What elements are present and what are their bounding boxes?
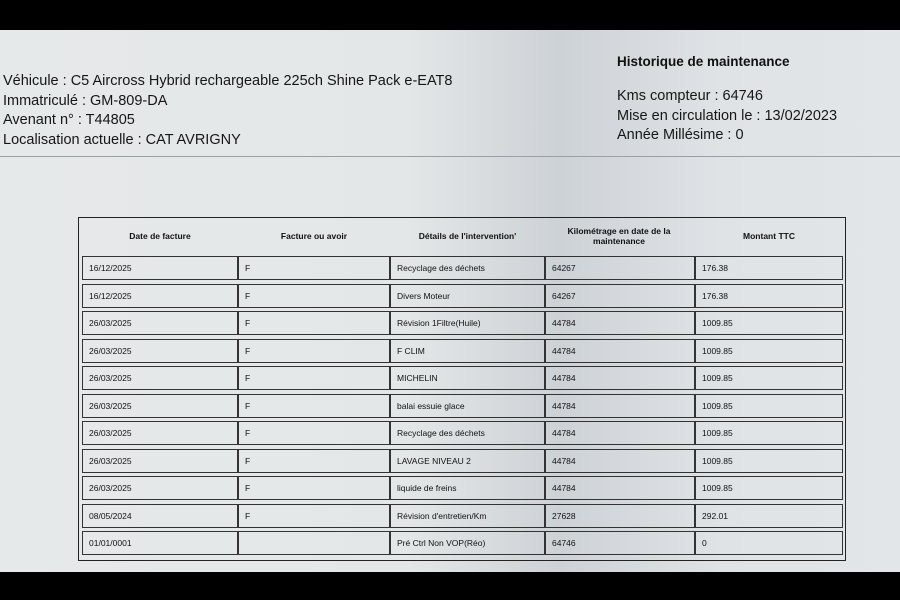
cell-details: MICHELIN xyxy=(390,366,545,390)
header-type: Facture ou avoir xyxy=(280,231,348,241)
cell-date: 26/03/2025 xyxy=(82,476,238,500)
cell-type: F xyxy=(238,256,390,280)
cell-amount: 1009.85 xyxy=(695,421,843,445)
cell-amount: 1009.85 xyxy=(695,366,843,390)
table-row xyxy=(82,284,843,308)
cell-amount: 292.01 xyxy=(695,504,843,528)
cell-date: 26/03/2025 xyxy=(82,366,238,390)
maintenance-table xyxy=(78,217,846,561)
table-row xyxy=(82,339,843,363)
cell-mileage: 44784 xyxy=(545,366,695,390)
cell-mileage: 44784 xyxy=(545,421,695,445)
cell-date: 16/12/2025 xyxy=(82,284,238,308)
table-header xyxy=(79,218,845,254)
cell-details: Révision d'entretien/Km xyxy=(390,504,545,528)
cell-details: Recyclage des déchets xyxy=(390,256,545,280)
cell-type: F xyxy=(238,504,390,528)
cell-details: F CLIM xyxy=(390,339,545,363)
cell-type: F xyxy=(238,421,390,445)
vehicle-amendment: Avenant n° : T44805 xyxy=(3,112,135,128)
cell-type: F xyxy=(238,366,390,390)
table-row xyxy=(82,256,843,280)
vehicle-info xyxy=(3,72,452,150)
document-title: Historique de maintenance xyxy=(617,54,790,69)
model-year: Année Millésime : 0 xyxy=(617,127,744,143)
cell-mileage: 64267 xyxy=(545,284,695,308)
cell-mileage: 64267 xyxy=(545,256,695,280)
cell-type: F xyxy=(238,311,390,335)
cell-amount: 0 xyxy=(695,531,843,555)
cell-mileage: 44784 xyxy=(545,449,695,473)
header-mileage: Kilométrage en date de la maintenance xyxy=(567,226,671,246)
cell-date: 26/03/2025 xyxy=(82,421,238,445)
vehicle-location: Localisation actuelle : CAT AVRIGNY xyxy=(3,131,241,148)
cell-details: liquide de freins xyxy=(390,476,545,500)
table-row xyxy=(82,366,843,390)
divider xyxy=(0,156,900,157)
cell-amount: 176.38 xyxy=(695,284,843,308)
cell-amount: 1009.85 xyxy=(695,476,843,500)
cell-amount: 1009.85 xyxy=(695,449,843,473)
cell-type: F xyxy=(238,339,390,363)
cell-mileage: 64746 xyxy=(545,531,695,555)
table-row xyxy=(82,531,843,555)
cell-date: 26/03/2025 xyxy=(82,339,238,363)
cell-amount: 176.38 xyxy=(695,256,843,280)
cell-details: LAVAGE NIVEAU 2 xyxy=(390,449,545,473)
header-details: Détails de l'intervention' xyxy=(418,231,517,241)
cell-mileage: 44784 xyxy=(545,311,695,335)
table-row xyxy=(82,311,843,335)
cell-mileage: 44784 xyxy=(545,394,695,418)
table-row xyxy=(82,449,843,473)
cell-details: Révision 1Filtre(Huile) xyxy=(390,311,545,335)
odometer: Kms compteur : 64746 xyxy=(617,88,763,104)
cell-date: 01/01/0001 xyxy=(82,531,238,555)
cell-type: F xyxy=(238,284,390,308)
cell-mileage: 27628 xyxy=(545,504,695,528)
cell-details: Pré Ctrl Non VOP(Réo) xyxy=(390,531,545,555)
table-row xyxy=(82,476,843,500)
vehicle-model: Véhicule : C5 Aircross Hybrid rechargeable 225ch Shine Pack e-EAT8 xyxy=(3,73,453,89)
cell-amount: 1009.85 xyxy=(695,339,843,363)
table-row xyxy=(82,394,843,418)
header-date: Date de facture xyxy=(129,231,191,241)
cell-type: F xyxy=(238,394,390,418)
cell-mileage: 44784 xyxy=(545,339,695,363)
printed-document xyxy=(0,30,900,572)
cell-date: 26/03/2025 xyxy=(82,394,238,418)
table-row xyxy=(82,421,843,445)
cell-details: balai essuie glace xyxy=(390,394,545,418)
cell-type: F xyxy=(238,476,390,500)
summary-info xyxy=(617,87,837,146)
table-row xyxy=(82,504,843,528)
cell-date: 08/05/2024 xyxy=(82,504,238,528)
cell-type: F xyxy=(238,449,390,473)
cell-amount: 1009.85 xyxy=(695,394,843,418)
cell-details: Divers Moteur xyxy=(390,284,545,308)
cell-date: 26/03/2025 xyxy=(82,311,238,335)
cell-type xyxy=(238,531,390,555)
cell-date: 16/12/2025 xyxy=(82,256,238,280)
cell-details: Recyclage des déchets xyxy=(390,421,545,445)
registration-date: Mise en circulation le : 13/02/2023 xyxy=(617,107,838,124)
cell-date: 26/03/2025 xyxy=(82,449,238,473)
cell-mileage: 44784 xyxy=(545,476,695,500)
header-amount: Montant TTC xyxy=(743,231,795,241)
cell-amount: 1009.85 xyxy=(695,311,843,335)
vehicle-registration: Immatriculé : GM-809-DA xyxy=(3,92,168,109)
